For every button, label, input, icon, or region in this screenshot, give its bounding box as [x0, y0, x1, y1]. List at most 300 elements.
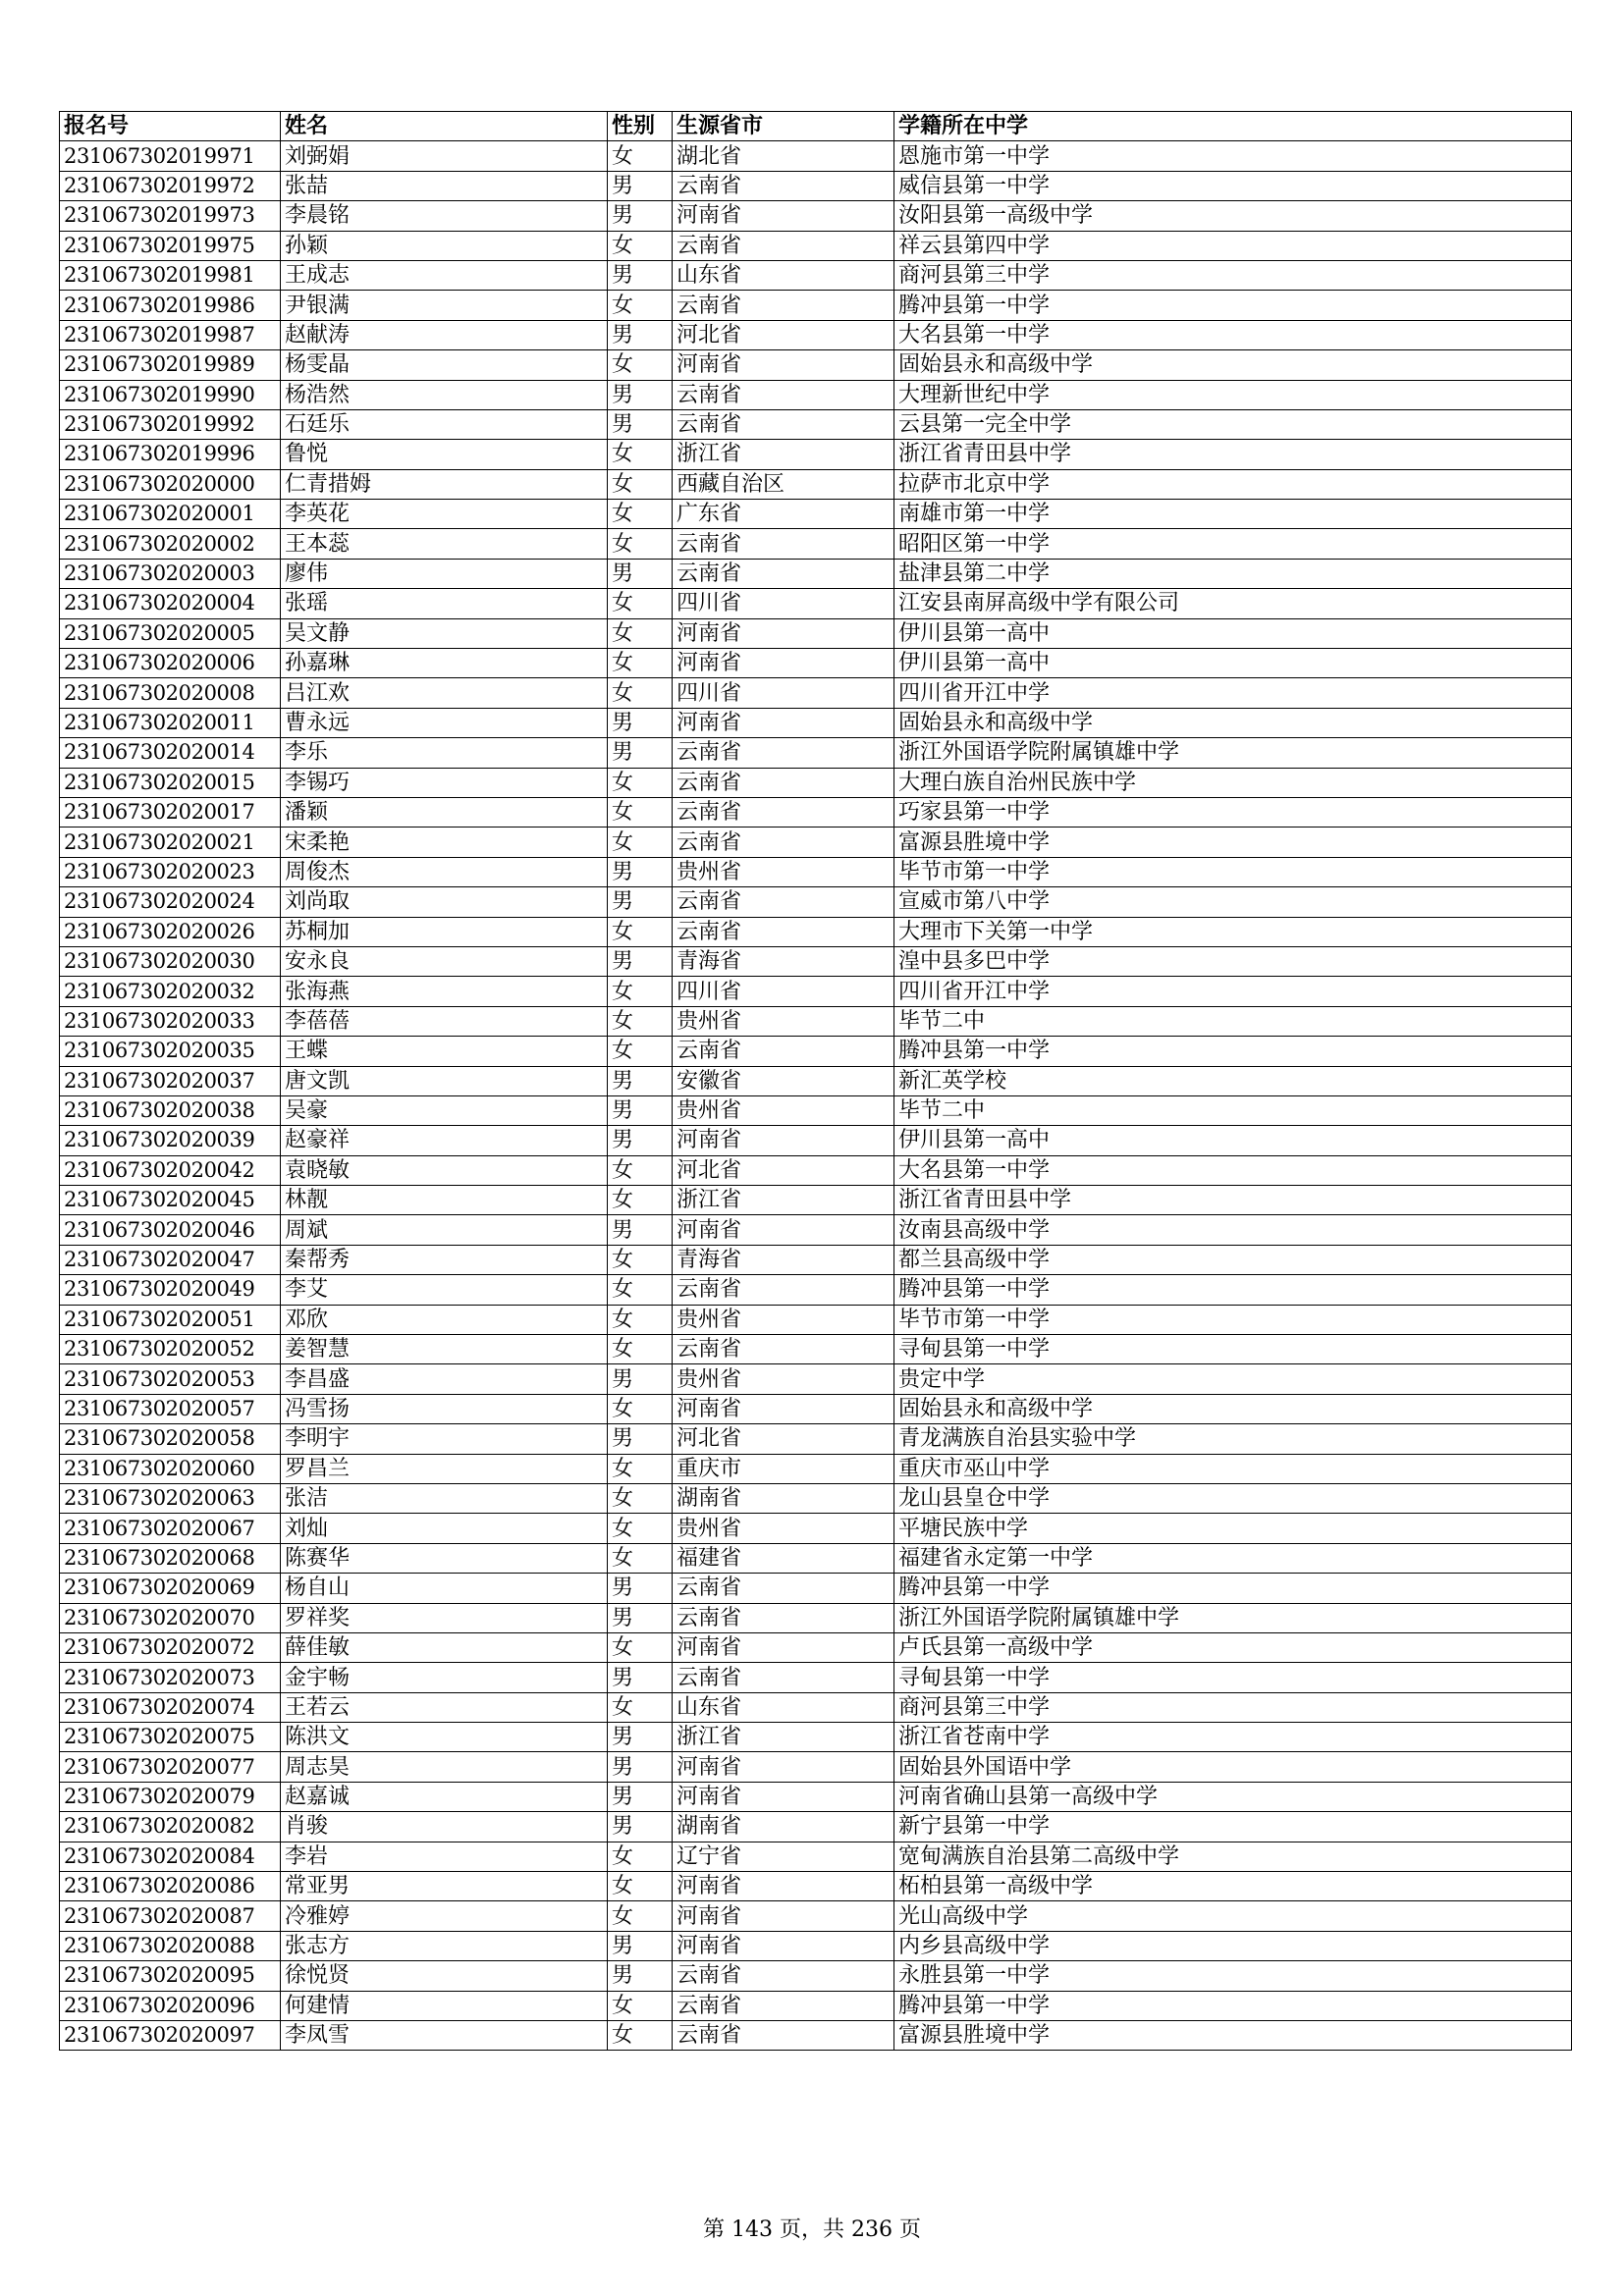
table-row	[60, 350, 1572, 380]
school-cell: 恩施市第一中学	[894, 141, 1572, 171]
school-cell: 新汇英学校	[894, 1066, 1572, 1095]
province-cell: 河南省	[673, 1872, 894, 1901]
province-cell: 云南省	[673, 1574, 894, 1603]
registration-number-cell: 231067302019989	[60, 350, 281, 380]
table-row	[60, 1543, 1572, 1573]
name-cell: 仁青措姆	[281, 469, 608, 499]
gender-cell: 男	[608, 171, 673, 200]
gender-cell: 女	[608, 1514, 673, 1543]
province-cell: 云南省	[673, 1275, 894, 1305]
registration-number-cell: 231067302020046	[60, 1215, 281, 1245]
school-cell: 毕节市第一中学	[894, 1305, 1572, 1334]
gender-cell: 男	[608, 380, 673, 409]
school-cell: 盐津县第二中学	[894, 559, 1572, 588]
table-row	[60, 559, 1572, 588]
name-cell: 刘弼娟	[281, 141, 608, 171]
table-row	[60, 1364, 1572, 1394]
name-cell: 石廷乐	[281, 409, 608, 439]
registration-number-cell: 231067302020088	[60, 1931, 281, 1960]
province-cell: 浙江省	[673, 1186, 894, 1215]
header-name: 姓名	[281, 112, 608, 141]
school-cell: 河南省确山县第一高级中学	[894, 1782, 1572, 1811]
gender-cell: 女	[608, 1305, 673, 1334]
gender-cell: 女	[608, 1335, 673, 1364]
name-cell: 尹银满	[281, 291, 608, 320]
school-cell: 大理市下关第一中学	[894, 917, 1572, 946]
province-cell: 河南省	[673, 350, 894, 380]
name-cell: 王本蕊	[281, 529, 608, 559]
province-cell: 贵州省	[673, 1305, 894, 1334]
gender-cell: 女	[608, 1483, 673, 1513]
province-cell: 云南省	[673, 1961, 894, 1991]
header-gender: 性别	[608, 112, 673, 141]
gender-cell: 女	[608, 589, 673, 618]
school-cell: 平塘民族中学	[894, 1514, 1572, 1543]
name-cell: 张海燕	[281, 977, 608, 1006]
name-cell: 罗昌兰	[281, 1454, 608, 1483]
name-cell: 罗祥奖	[281, 1603, 608, 1632]
registration-number-cell: 231067302020017	[60, 797, 281, 827]
province-cell: 河南省	[673, 201, 894, 231]
registration-number-cell: 231067302020073	[60, 1663, 281, 1692]
province-cell: 青海省	[673, 946, 894, 976]
province-cell: 湖南省	[673, 1812, 894, 1842]
gender-cell: 女	[608, 440, 673, 469]
school-cell: 商河县第三中学	[894, 1692, 1572, 1722]
school-cell: 伊川县第一高中	[894, 649, 1572, 678]
registration-number-cell: 231067302020014	[60, 738, 281, 768]
school-cell: 大名县第一中学	[894, 320, 1572, 349]
table-row	[60, 708, 1572, 737]
table-row	[60, 500, 1572, 529]
school-cell: 毕节市第一中学	[894, 857, 1572, 886]
name-cell: 张喆	[281, 171, 608, 200]
table-row	[60, 201, 1572, 231]
school-cell: 固始县永和高级中学	[894, 350, 1572, 380]
header-registration-number: 报名号	[60, 112, 281, 141]
gender-cell: 男	[608, 1424, 673, 1454]
table-row	[60, 977, 1572, 1006]
gender-cell: 男	[608, 738, 673, 768]
school-cell: 云县第一完全中学	[894, 409, 1572, 439]
registration-number-cell: 231067302020047	[60, 1245, 281, 1274]
table-row	[60, 589, 1572, 618]
table-row	[60, 1037, 1572, 1066]
school-cell: 固始县永和高级中学	[894, 1394, 1572, 1423]
province-cell: 河南省	[673, 1394, 894, 1423]
name-cell: 李蓓蓓	[281, 1006, 608, 1036]
registration-number-cell: 231067302020060	[60, 1454, 281, 1483]
table-row	[60, 1245, 1572, 1274]
registration-number-cell: 231067302019986	[60, 291, 281, 320]
gender-cell: 女	[608, 231, 673, 260]
gender-cell: 男	[608, 1574, 673, 1603]
table-row	[60, 440, 1572, 469]
gender-cell: 女	[608, 1454, 673, 1483]
registration-number-cell: 231067302020042	[60, 1155, 281, 1185]
name-cell: 杨浩然	[281, 380, 608, 409]
school-cell: 江安县南屏高级中学有限公司	[894, 589, 1572, 618]
province-cell: 贵州省	[673, 1006, 894, 1036]
table-row	[60, 887, 1572, 917]
gender-cell: 女	[608, 500, 673, 529]
name-cell: 李艾	[281, 1275, 608, 1305]
gender-cell: 男	[608, 559, 673, 588]
name-cell: 邓欣	[281, 1305, 608, 1334]
school-cell: 汝阳县第一高级中学	[894, 201, 1572, 231]
table-row	[60, 738, 1572, 768]
gender-cell: 男	[608, 1961, 673, 1991]
registration-number-cell: 231067302020070	[60, 1603, 281, 1632]
table-row	[60, 1483, 1572, 1513]
province-cell: 云南省	[673, 409, 894, 439]
name-cell: 刘灿	[281, 1514, 608, 1543]
school-cell: 贵定中学	[894, 1364, 1572, 1394]
table-row	[60, 678, 1572, 708]
name-cell: 冯雪扬	[281, 1394, 608, 1423]
table-row	[60, 1901, 1572, 1931]
table-row	[60, 1394, 1572, 1423]
province-cell: 贵州省	[673, 1514, 894, 1543]
school-cell: 湟中县多巴中学	[894, 946, 1572, 976]
registration-number-cell: 231067302020052	[60, 1335, 281, 1364]
name-cell: 张志方	[281, 1931, 608, 1960]
table-row	[60, 1275, 1572, 1305]
registration-number-cell: 231067302020097	[60, 2021, 281, 2051]
gender-cell: 男	[608, 1663, 673, 1692]
registration-number-cell: 231067302020077	[60, 1752, 281, 1782]
name-cell: 林靓	[281, 1186, 608, 1215]
name-cell: 唐文凯	[281, 1066, 608, 1095]
province-cell: 河南省	[673, 649, 894, 678]
gender-cell: 女	[608, 649, 673, 678]
table-row	[60, 1095, 1572, 1125]
table-row	[60, 1514, 1572, 1543]
province-cell: 云南省	[673, 797, 894, 827]
province-cell: 河北省	[673, 1424, 894, 1454]
name-cell: 廖伟	[281, 559, 608, 588]
gender-cell: 女	[608, 1842, 673, 1871]
province-cell: 河南省	[673, 1782, 894, 1811]
registration-number-cell: 231067302020051	[60, 1305, 281, 1334]
registration-number-cell: 231067302020026	[60, 917, 281, 946]
table-row	[60, 1872, 1572, 1901]
name-cell: 苏桐加	[281, 917, 608, 946]
school-cell: 富源县胜境中学	[894, 828, 1572, 857]
table-row	[60, 1155, 1572, 1185]
table-row	[60, 141, 1572, 171]
school-cell: 永胜县第一中学	[894, 1961, 1572, 1991]
province-cell: 西藏自治区	[673, 469, 894, 499]
province-cell: 云南省	[673, 828, 894, 857]
province-cell: 辽宁省	[673, 1842, 894, 1871]
registration-number-cell: 231067302020000	[60, 469, 281, 499]
province-cell: 河南省	[673, 1215, 894, 1245]
province-cell: 云南省	[673, 1663, 894, 1692]
table-row	[60, 1752, 1572, 1782]
province-cell: 河南省	[673, 618, 894, 648]
province-cell: 云南省	[673, 559, 894, 588]
school-cell: 腾冲县第一中学	[894, 1275, 1572, 1305]
registration-number-cell: 231067302020039	[60, 1126, 281, 1155]
gender-cell: 男	[608, 1364, 673, 1394]
province-cell: 云南省	[673, 917, 894, 946]
registration-number-cell: 231067302020069	[60, 1574, 281, 1603]
name-cell: 刘尚取	[281, 887, 608, 917]
province-cell: 浙江省	[673, 1723, 894, 1752]
name-cell: 常亚男	[281, 1872, 608, 1901]
registration-number-cell: 231067302020008	[60, 678, 281, 708]
school-cell: 汝南县高级中学	[894, 1215, 1572, 1245]
school-cell: 拉萨市北京中学	[894, 469, 1572, 499]
table-row	[60, 917, 1572, 946]
gender-cell: 男	[608, 201, 673, 231]
registration-number-cell: 231067302019987	[60, 320, 281, 349]
gender-cell: 女	[608, 768, 673, 797]
gender-cell: 男	[608, 857, 673, 886]
table-row	[60, 1126, 1572, 1155]
table-row	[60, 797, 1572, 827]
table-row	[60, 2021, 1572, 2051]
gender-cell: 女	[608, 1991, 673, 2020]
name-cell: 孙颖	[281, 231, 608, 260]
school-cell: 柘柏县第一高级中学	[894, 1872, 1572, 1901]
province-cell: 河北省	[673, 320, 894, 349]
registration-number-cell: 231067302019996	[60, 440, 281, 469]
name-cell: 安永良	[281, 946, 608, 976]
table-row	[60, 291, 1572, 320]
page-footer: 第 143 页，共 236 页	[703, 2217, 921, 2242]
table-row	[60, 649, 1572, 678]
name-cell: 张瑶	[281, 589, 608, 618]
table-row	[60, 1842, 1572, 1871]
table-row	[60, 828, 1572, 857]
gender-cell: 女	[608, 1872, 673, 1901]
province-cell: 云南省	[673, 171, 894, 200]
school-cell: 腾冲县第一中学	[894, 1574, 1572, 1603]
name-cell: 宋柔艳	[281, 828, 608, 857]
school-cell: 四川省开江中学	[894, 977, 1572, 1006]
table-row	[60, 857, 1572, 886]
name-cell: 陈洪文	[281, 1723, 608, 1752]
gender-cell: 女	[608, 291, 673, 320]
gender-cell: 女	[608, 1692, 673, 1722]
province-cell: 河南省	[673, 1931, 894, 1960]
name-cell: 王成志	[281, 260, 608, 290]
school-cell: 光山高级中学	[894, 1901, 1572, 1931]
school-cell: 威信县第一中学	[894, 171, 1572, 200]
table-row	[60, 1663, 1572, 1692]
province-cell: 云南省	[673, 1037, 894, 1066]
table-row	[60, 1603, 1572, 1632]
province-cell: 云南省	[673, 1603, 894, 1632]
school-cell: 毕节二中	[894, 1095, 1572, 1125]
province-cell: 云南省	[673, 738, 894, 768]
school-cell: 毕节二中	[894, 1006, 1572, 1036]
province-cell: 青海省	[673, 1245, 894, 1274]
registration-number-cell: 231067302019975	[60, 231, 281, 260]
school-cell: 祥云县第四中学	[894, 231, 1572, 260]
registration-number-cell: 231067302020023	[60, 857, 281, 886]
gender-cell: 男	[608, 946, 673, 976]
registration-number-cell: 231067302020015	[60, 768, 281, 797]
gender-cell: 女	[608, 1901, 673, 1931]
province-cell: 福建省	[673, 1543, 894, 1573]
registration-number-cell: 231067302020086	[60, 1872, 281, 1901]
school-cell: 商河县第三中学	[894, 260, 1572, 290]
gender-cell: 女	[608, 678, 673, 708]
school-cell: 浙江省青田县中学	[894, 1186, 1572, 1215]
gender-cell: 女	[608, 1394, 673, 1423]
province-cell: 云南省	[673, 231, 894, 260]
school-cell: 巧家县第一中学	[894, 797, 1572, 827]
school-cell: 宣威市第八中学	[894, 887, 1572, 917]
gender-cell: 男	[608, 1782, 673, 1811]
registration-number-cell: 231067302020058	[60, 1424, 281, 1454]
school-cell: 腾冲县第一中学	[894, 1991, 1572, 2020]
name-cell: 李晨铭	[281, 201, 608, 231]
gender-cell: 男	[608, 1752, 673, 1782]
registration-number-cell: 231067302020024	[60, 887, 281, 917]
name-cell: 何建情	[281, 1991, 608, 2020]
school-cell: 浙江外国语学院附属镇雄中学	[894, 1603, 1572, 1632]
province-cell: 河北省	[673, 1155, 894, 1185]
name-cell: 薛佳敏	[281, 1632, 608, 1662]
gender-cell: 男	[608, 409, 673, 439]
student-list-table	[59, 111, 1572, 2051]
table-row	[60, 1305, 1572, 1334]
header-row	[60, 112, 1572, 141]
province-cell: 云南省	[673, 380, 894, 409]
province-cell: 湖南省	[673, 1483, 894, 1513]
registration-number-cell: 231067302020045	[60, 1186, 281, 1215]
name-cell: 李乐	[281, 738, 608, 768]
province-cell: 湖北省	[673, 141, 894, 171]
registration-number-cell: 231067302020037	[60, 1066, 281, 1095]
registration-number-cell: 231067302020004	[60, 589, 281, 618]
name-cell: 李昌盛	[281, 1364, 608, 1394]
registration-number-cell: 231067302020072	[60, 1632, 281, 1662]
province-cell: 浙江省	[673, 440, 894, 469]
school-cell: 南雄市第一中学	[894, 500, 1572, 529]
name-cell: 袁晓敏	[281, 1155, 608, 1185]
province-cell: 四川省	[673, 678, 894, 708]
registration-number-cell: 231067302020053	[60, 1364, 281, 1394]
registration-number-cell: 231067302019990	[60, 380, 281, 409]
gender-cell: 男	[608, 1931, 673, 1960]
name-cell: 赵嘉诚	[281, 1782, 608, 1811]
gender-cell: 男	[608, 1095, 673, 1125]
table-row	[60, 529, 1572, 559]
province-cell: 四川省	[673, 977, 894, 1006]
school-cell: 昭阳区第一中学	[894, 529, 1572, 559]
name-cell: 吴豪	[281, 1095, 608, 1125]
school-cell: 卢氏县第一高级中学	[894, 1632, 1572, 1662]
province-cell: 云南省	[673, 1335, 894, 1364]
registration-number-cell: 231067302020035	[60, 1037, 281, 1066]
school-cell: 固始县外国语中学	[894, 1752, 1572, 1782]
gender-cell: 男	[608, 1066, 673, 1095]
school-cell: 固始县永和高级中学	[894, 708, 1572, 737]
province-cell: 云南省	[673, 291, 894, 320]
registration-number-cell: 231067302020087	[60, 1901, 281, 1931]
province-cell: 河南省	[673, 1752, 894, 1782]
registration-number-cell: 231067302020068	[60, 1543, 281, 1573]
school-cell: 寻甸县第一中学	[894, 1663, 1572, 1692]
table-row	[60, 1812, 1572, 1842]
gender-cell: 女	[608, 141, 673, 171]
name-cell: 李英花	[281, 500, 608, 529]
gender-cell: 女	[608, 2021, 673, 2051]
table-row	[60, 946, 1572, 976]
registration-number-cell: 231067302020079	[60, 1782, 281, 1811]
gender-cell: 女	[608, 1632, 673, 1662]
table-row	[60, 1692, 1572, 1722]
gender-cell: 男	[608, 887, 673, 917]
school-cell: 重庆市巫山中学	[894, 1454, 1572, 1483]
name-cell: 潘颖	[281, 797, 608, 827]
gender-cell: 女	[608, 1006, 673, 1036]
gender-cell: 女	[608, 1037, 673, 1066]
registration-number-cell: 231067302020011	[60, 708, 281, 737]
gender-cell: 男	[608, 1126, 673, 1155]
registration-number-cell: 231067302019973	[60, 201, 281, 231]
name-cell: 金宇畅	[281, 1663, 608, 1692]
table-row	[60, 618, 1572, 648]
school-cell: 大理新世纪中学	[894, 380, 1572, 409]
name-cell: 吕江欢	[281, 678, 608, 708]
name-cell: 周志昊	[281, 1752, 608, 1782]
province-cell: 河南省	[673, 1126, 894, 1155]
name-cell: 秦帮秀	[281, 1245, 608, 1274]
school-cell: 福建省永定第一中学	[894, 1543, 1572, 1573]
school-cell: 大名县第一中学	[894, 1155, 1572, 1185]
province-cell: 云南省	[673, 768, 894, 797]
gender-cell: 女	[608, 1275, 673, 1305]
registration-number-cell: 231067302020003	[60, 559, 281, 588]
province-cell: 贵州省	[673, 857, 894, 886]
gender-cell: 男	[608, 1215, 673, 1245]
registration-number-cell: 231067302020074	[60, 1692, 281, 1722]
gender-cell: 男	[608, 708, 673, 737]
name-cell: 杨自山	[281, 1574, 608, 1603]
table-row	[60, 231, 1572, 260]
gender-cell: 女	[608, 618, 673, 648]
table-row	[60, 1006, 1572, 1036]
table-row	[60, 1186, 1572, 1215]
table-row	[60, 1931, 1572, 1960]
registration-number-cell: 231067302020001	[60, 500, 281, 529]
school-cell: 浙江外国语学院附属镇雄中学	[894, 738, 1572, 768]
registration-number-cell: 231067302020033	[60, 1006, 281, 1036]
province-cell: 河南省	[673, 1901, 894, 1931]
registration-number-cell: 231067302020032	[60, 977, 281, 1006]
gender-cell: 男	[608, 320, 673, 349]
table-row	[60, 469, 1572, 499]
registration-number-cell: 231067302020005	[60, 618, 281, 648]
province-cell: 河南省	[673, 708, 894, 737]
name-cell: 李岩	[281, 1842, 608, 1871]
registration-number-cell: 231067302020030	[60, 946, 281, 976]
registration-number-cell: 231067302019981	[60, 260, 281, 290]
name-cell: 赵豪祥	[281, 1126, 608, 1155]
province-cell: 安徽省	[673, 1066, 894, 1095]
gender-cell: 女	[608, 797, 673, 827]
table-row	[60, 1782, 1572, 1811]
school-cell: 大理白族自治州民族中学	[894, 768, 1572, 797]
province-cell: 云南省	[673, 2021, 894, 2051]
name-cell: 孙嘉琳	[281, 649, 608, 678]
